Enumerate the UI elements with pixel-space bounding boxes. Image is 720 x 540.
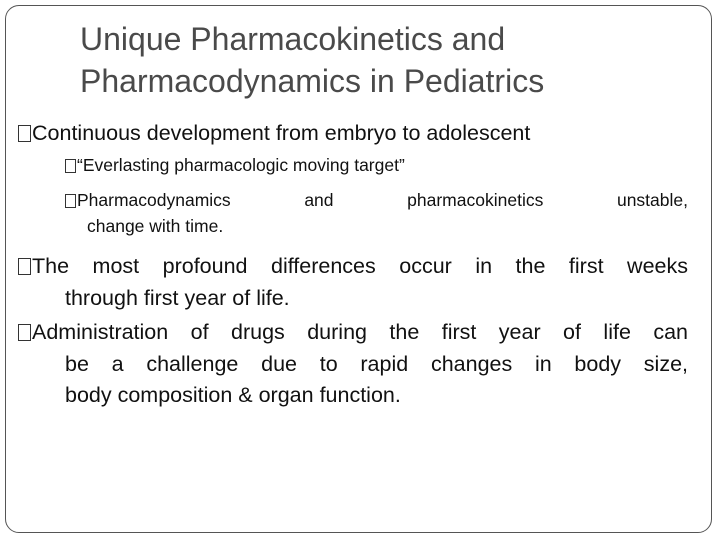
bullet-line-1 bbox=[18, 251, 688, 283]
bullet-text: Continuous development from embryo to adolescent bbox=[32, 121, 531, 145]
missing-glyph-box-icon bbox=[65, 159, 76, 173]
sub-bullet-line-1 bbox=[65, 187, 688, 213]
sub-bullet-text: “Everlasting pharmacologic moving target” bbox=[77, 155, 405, 175]
bullet-line bbox=[18, 118, 698, 150]
sub-bullet-text-1: Pharmacodynamics and pharmacokinetics unstable, bbox=[77, 190, 688, 210]
title-line-2: Pharmacodynamics in Pediatrics bbox=[80, 63, 545, 99]
bullet-line-3: body composition & organ function. bbox=[65, 383, 401, 407]
bullet-line-1 bbox=[18, 317, 688, 349]
bullet-line-2: be a challenge due to rapid changes in body size, bbox=[65, 351, 688, 376]
bullet-profound-differences bbox=[18, 251, 688, 314]
sub-bullet-moving-target bbox=[65, 152, 690, 178]
bullet-text-1: Administration of drugs during the first year of life can bbox=[32, 320, 688, 344]
bullet-continuous-development bbox=[18, 118, 698, 150]
missing-glyph-box-icon bbox=[18, 125, 31, 142]
title-line-1: Unique Pharmacokinetics and bbox=[80, 21, 506, 57]
slide-title bbox=[80, 18, 700, 102]
sub-bullet-line bbox=[65, 152, 690, 178]
sub-bullet-pd-pk-unstable bbox=[65, 187, 688, 239]
bullet-line-2: through first year of life. bbox=[65, 285, 290, 310]
missing-glyph-box-icon bbox=[65, 194, 76, 208]
bullet-text-1: The most profound differences occur in the first weeks bbox=[32, 254, 688, 278]
missing-glyph-box-icon bbox=[18, 258, 31, 275]
bullet-administration-of-drugs bbox=[18, 317, 688, 412]
sub-bullet-line-2: change with time. bbox=[87, 216, 224, 236]
missing-glyph-box-icon bbox=[18, 324, 31, 341]
